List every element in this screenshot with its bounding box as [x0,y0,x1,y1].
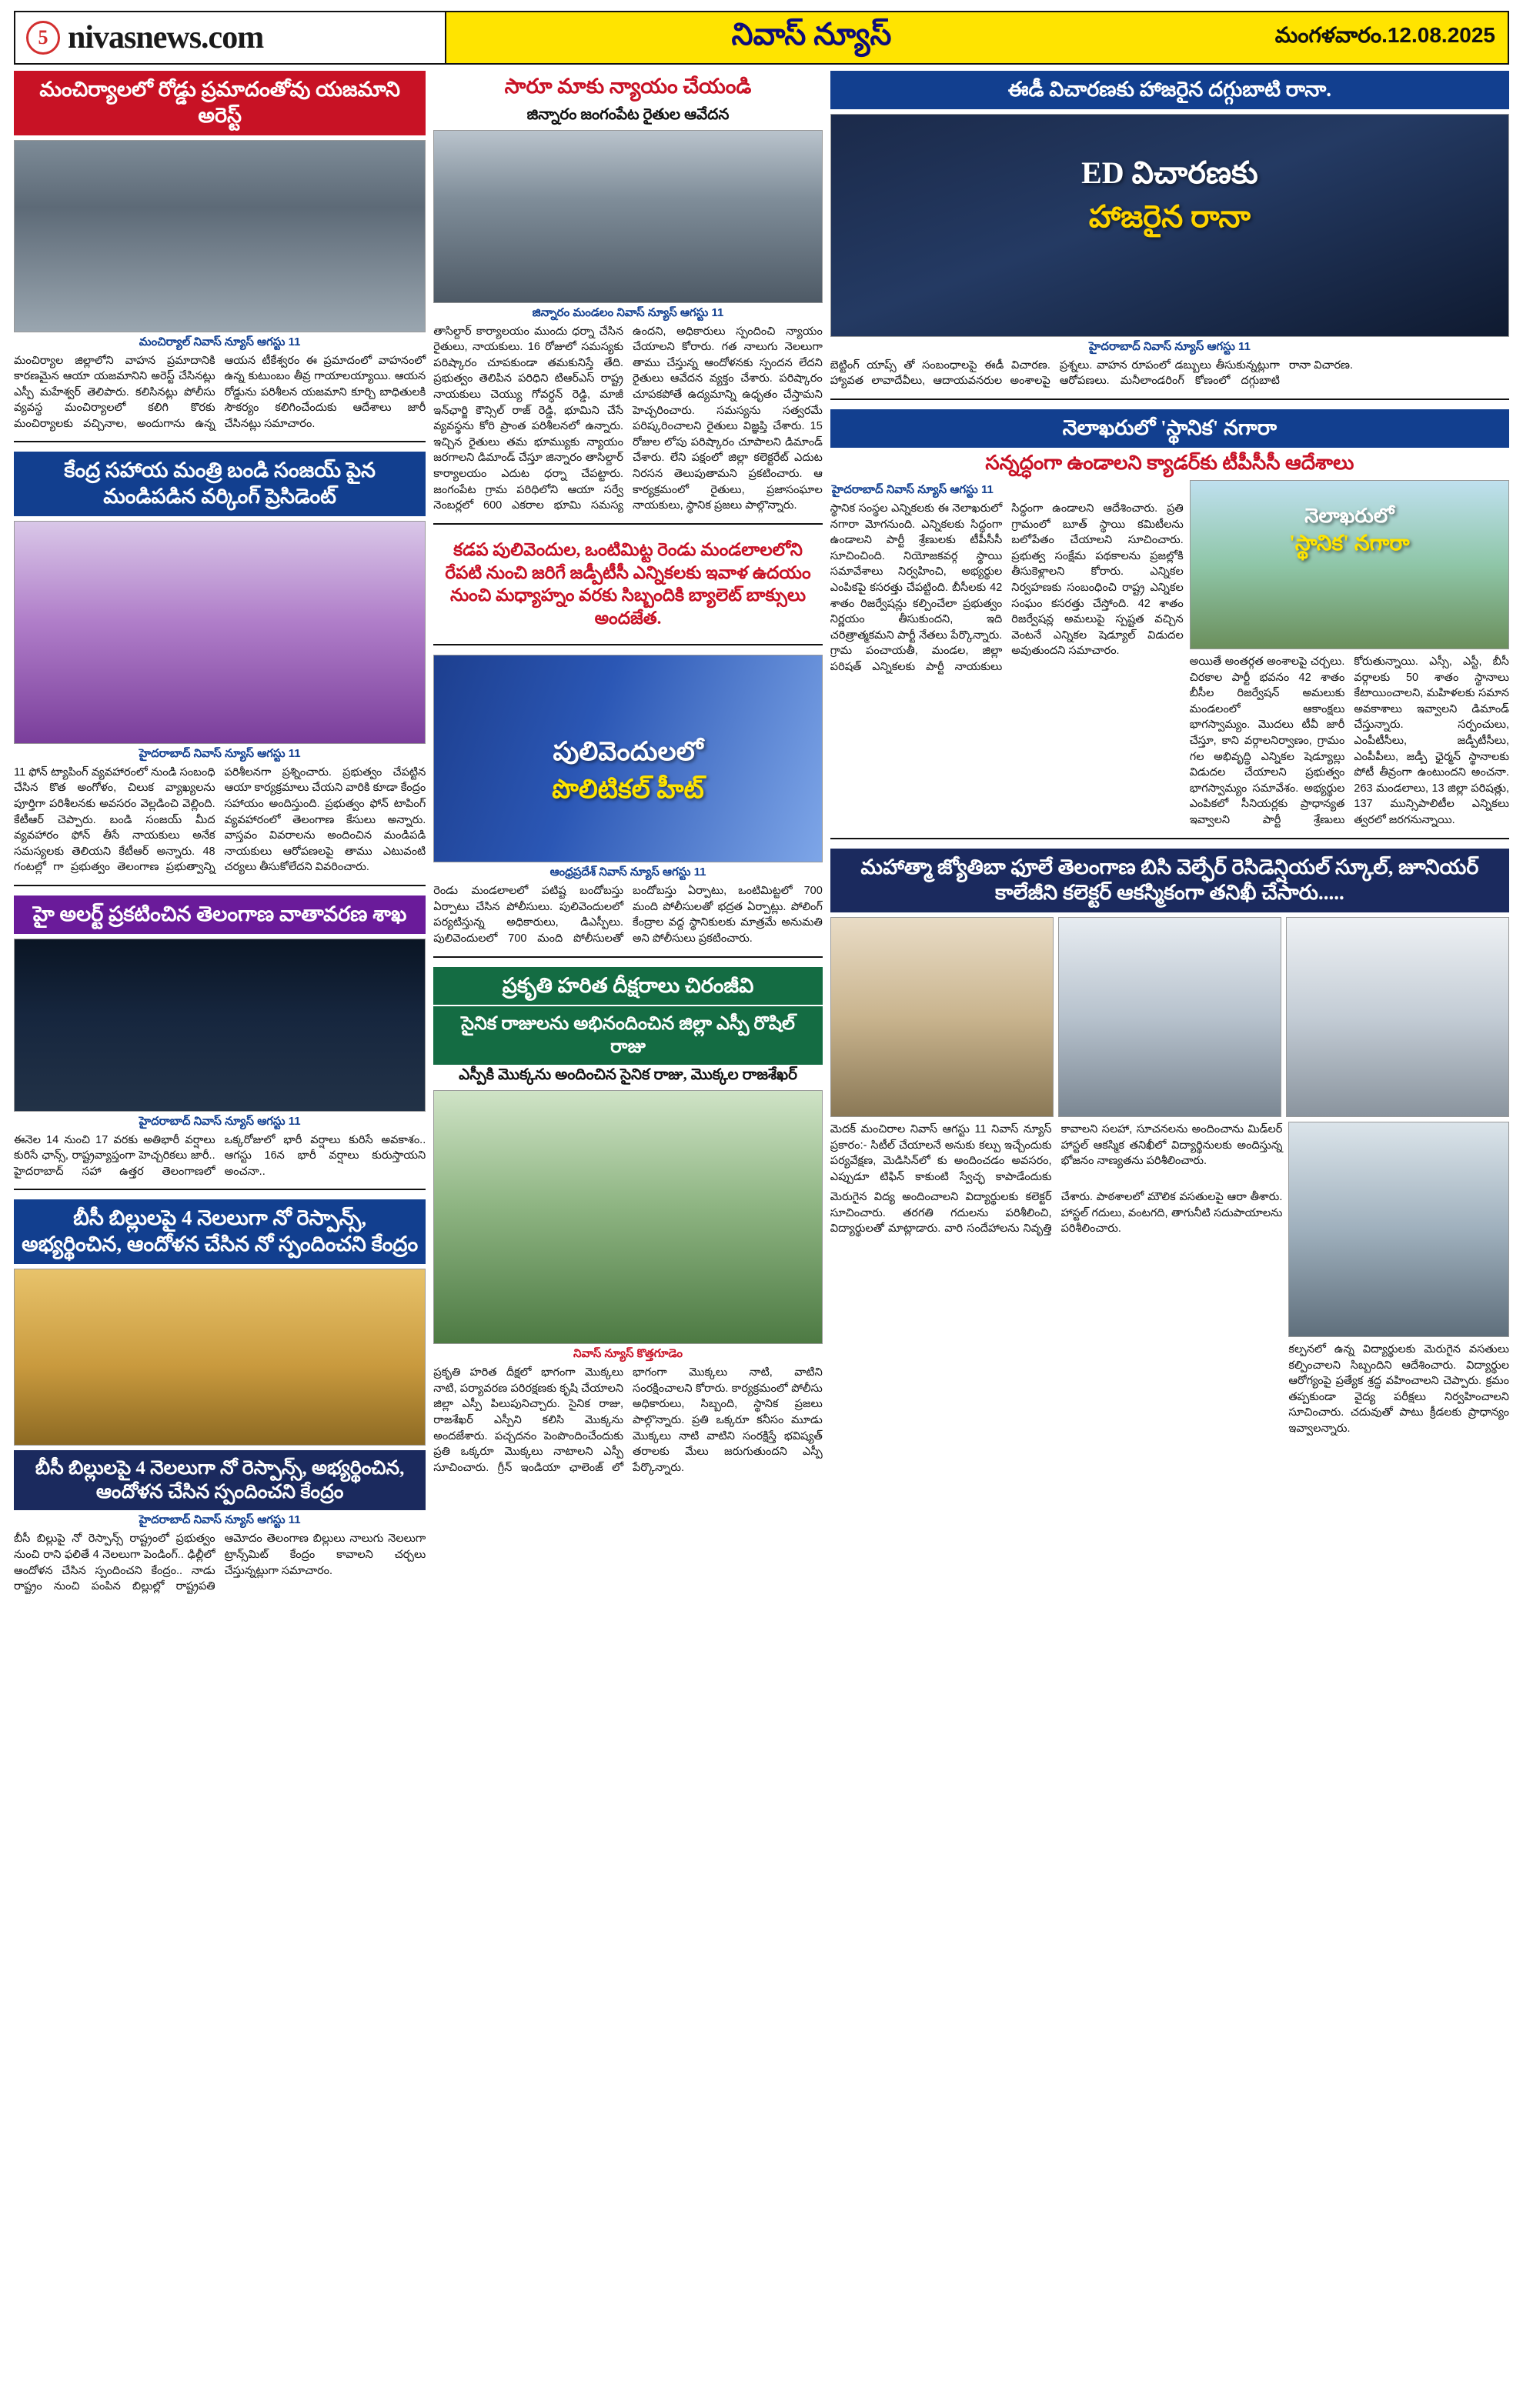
photo-overlay-line2: 'స్థానిక' నగారా [1289,531,1410,555]
photo-caption: ఆంధ్రప్రదేశ్ నివాస్ న్యూస్ ఆగస్టు 11 [549,865,706,879]
article-body-right: కల్పనలో ఉన్న విద్యార్థులకు మెరుగైన వసతులు కల్పించాలని సిబ్బందిని ఆదేశించారు. విద్యార్థుల ఆరోగ్యంపై ప్రత్యేక శ్రద్ధ వహించాలని చెప్పారు. క్రమం తప్పకుండా వైద్య పరీక్షలు నిర్వహించాలని సూచించారు. చదువుతో పాటు క్రీడలకు ప్రాధాన్యం ఇవ్వాలన్నారు. [1288,1343,1509,1435]
masthead-left [15,12,446,63]
headline: బీసీ బిల్లులపై 4 నెలలుగా నో రెస్పాన్స్, అభ్యర్థించిన, ఆందోళన చేసిన నో స్పందించని కేంద్రం [14,1199,426,1264]
sapling-handover-photo [433,1090,823,1344]
subheadline: జిన్నారం జంగంపేట రైతుల ఆవేదన [526,105,730,123]
photo-caption: జిన్నారం మండలం నివాస్ న్యూస్ ఆగస్టు 11 [532,305,724,319]
local-body-elections-photo [1190,480,1509,649]
headline: కేంద్ర సహాయ మంత్రి బండి సంజయ్ పైన మండిపడిన వర్కింగ్ ప్రెసిడెంట్ [14,452,426,516]
divider [830,838,1509,839]
rana-ed-photo [830,114,1509,337]
photo-caption: హైదరాబాద్ నివాస్ న్యూస్ ఆగస్టు 11 [831,483,994,497]
article-body: తాసిల్దార్ కార్యాలయం ముందు ధర్నా చేసిన రైతులు, నాయకులు. 16 రోజులో సమస్యకు పరిష్కారం చూపకుండా తమకునిస్తే తేది. ప్రభుత్వం తెలిపిన పరిధిని టిఆర్ఎస్ రాష్ట్ర నాయకులు చెయ్యు గోవర్ధన్ రెడ్డి, మాజీ ఇన్‌ఛార్జి కౌన్సిల్ రాజ్ రెడ్డి, భూమిని చేసే వ్యవస్థను కోరి ప్రాంత పరిశీలనలో ఉన్నారు. ఇచ్చిన రైతులు తమ భూమ్యుకు న్యాయం జరగాలని డిమాండ్ చేస్తూ జిన్నారం తాసిల్దార్ కార్యాలయం ఎదుట ధర్నా చేపట్టారు. జంగంపేట గ్రామ పరిధిలోని ఆయా సర్వే నెంబర్లలో 600 ఎకరాల భూమి సమస్య ఉందని, అధికారులు స్పందించి న్యాయం చేయాలని కోరారు. గత నాలుగు నెలలుగా తాము చేస్తున్న ఆందోళనకు స్పందన లేదని రైతులు ఆవేదన వ్యక్తం చేశారు. పరిష్కారం చూపకపోతే ఉద్యమాన్ని ఉధృతం చేస్తామని హెచ్చరించారు. సమస్యను సత్వరమే పరిష్కరించాలని రైతులు విజ్ఞప్తి చేశారు. 15 రోజుల లోపు పరిష్కారం చూపాలని డిమాండ్ చేశారు. లేని పక్షంలో జిల్లా కలెక్టరేట్ ఎదుట నిరసన తెలుపుతామని ప్రకటించారు. ఆ కార్యక్రమంలో రైతులు, ప్రజాసంఘాల నాయకులు, స్థానిక ప్రజలు పాల్గొన్నారు. [433,325,823,512]
headline-repeat: బీసీ బిల్లులపై 4 నెలలుగా నో రెస్పాన్స్, అభ్యర్థించిన, ఆందోళన చేసిన స్పందించని కేంద్రం [14,1450,426,1511]
photo-caption: హైదరాబాద్ నివాస్ న్యూస్ ఆగస్టు 11 [139,1513,301,1527]
article-body: మంచిర్యాల జిల్లాలోని వాహన ప్రమాదానికి కారణమైన ఆయా యజమానిని అరెస్ట్ చేసినట్లు ఎస్పీ మహేశ్వర్ తెలిపారు. కలిసినట్లు పోలీసు వ్యవస్థ మంచిర్యాలలో కలిగి కొరకు మంచిర్యాలకు వచ్చినాల, అందుగాను ఉన్న ఆయన టీకేశ్వరం ఈ ప్రమాదంలో వాహనంలో ఉన్న కుటుంబం తీవ్ర గాయాలయ్యాయి. ఆయన రోడ్డును పరిశీలన యజమాని కూర్చి బాధితులకి సౌకర్యం కలిగించేందుకు ఆదేశాలు జారీ చేసినట్లు సమాచారం. [14,354,426,430]
political-heat-photo [433,655,823,862]
divider [830,399,1509,400]
divider [14,885,426,886]
subheadline-2: ఎస్పీకి మొక్కను అందించిన సైనిక రాజు, మొక్కల రాజశేఖర్ [459,1066,797,1084]
article-body: రెండు మండలాలలో పటిష్ట బందోబస్తు ఏర్పాటు చేసిన పోలీసులు. పులివెందులలో పర్యటిస్తున్న అధికారులు, డిఎస్పీలు. పులివెందులలో 700 మంది పోలీసులతో బందోబస్తు ఏర్పాటు, ఒంటిమిట్టలో 700 మంది పోలీసులతో భద్రత ఏర్పాట్లు. పోలింగ్ కేంద్రాల వద్ద స్థానికులకు మాత్రమే అనుమతి అని పోలీసులు ప్రకటించారు. [433,885,823,945]
headline: మహాత్మా జ్యోతిబా ఫూలే తెలంగాణ బిసి వెల్ఫేర్ రెసిడెన్షియల్ స్కూల్, జూనియర్ కాలేజీని కలెక్టర్ ఆకస్మికంగా తనిఖీ చేసారు..... [830,849,1509,913]
headline: ఈడీ విచారణకు హాజరైన దగ్గుబాటి రానా. [830,71,1509,109]
story-split [830,480,1509,828]
photo-overlay-line1: ED విచారణకు [1081,155,1258,190]
photo-overlay-line1: పులివెందులలో [553,738,703,767]
divider [433,523,823,525]
election-ballot-note: కడప పులివెందుల, ఒంటిమిట్ట రెండు మండలాలలోని రేపటి నుంచి జరిగే జడ్పీటీసీ ఎన్నికలకు ఇవాళ ఉదయం నుంచి మధ్యాహ్నం వరకు సిబ్బందికి బ్యాలెట్ బాక్సులు అందజేత. [445,539,811,629]
subheadline: సైనిక రాజులను అభినందించిన జిల్లా ఎస్పీ రొషిల్ రాజు [433,1006,823,1065]
article-body: 11 ఫోన్ ట్యాపింగ్ వ్యవహారంలో నుండి సంబంధి చేసిన కొత అంగోళం, చిలుక వ్యాఖ్యలను పూర్తిగా పరిశీలనకు అవసరం వెల్లడించి వెల్లింది. కేటీఆర్ చెప్పారు. బండి సంజయ్ మీద వ్యవహారం ఫోన్ తీసే నాయకులు అనేక సమస్యలకు తెలియని కేటీఆర్ అన్నారు. 48 గంటల్లో గా ప్రభుత్వం తెలంగాణ ప్రభుత్వాన్ని పరిశీలనగా ప్రశ్నించారు. ప్రభుత్వం చేపట్టిన ఆయా కార్యక్రమాలు చేయని వారికి కూడా కేంద్రం సహాయం అందిస్తుంది. ప్రభుత్వం ఫోన్ టాపింగ్ వ్యవహారంలో తెలంగాణ కేసులు అన్నారు. వాస్తవం వివరాలను అందించిన మండిపడి నాయకులు ఆరోపణలపై తాము ఎటువంటి చర్యలు తీసుకోలేదని వివరించారు. [14,765,426,874]
school-text-block [830,1122,1283,1436]
masthead [14,11,1509,65]
school-photo-strip [830,917,1509,1117]
school-classroom-photo-3 [1286,917,1509,1117]
ktr-speech-photo [14,521,426,744]
divider [433,956,823,958]
divider [433,644,823,645]
article-body: ఈనెల 14 నుంచి 17 వరకు అతిభారీ వర్షాలు కురిసే ఛాన్స్‌, రాష్ట్రవ్యాప్తంగా హెచ్చరికలు జారీ.. హైదరాబాద్ సహా ఉత్తర తెలంగాణలో ఒక్కరోజులో భారీ వర్షాలు కురిసే అవకాశం.. ఆగస్టు 16న భారీ వర్షాలు కురుస్తాయని అంచనా.. [14,1133,426,1178]
article-body-right: అయితే అంతర్గత అంశాలపై చర్చలు. చిరకాల పార్టీ భవనం 42 శాతం బీసీల రిజర్వేషన్ అమలుకు మండలంలో ఆకాంక్షలు భాగస్వామ్యం. మొదలు టీవీ జారీ చేస్తూ, కాని వర్గాలనిర్వాణం, గ్రామం గల అభివృద్ధి ఎన్నికల షెడ్యూల్లు విడుదల చేయాలని ప్రభుత్వం భాగస్వామ్యం సమావేశం. అభ్యర్థుల ఎంపికలో సీనియర్లకు ప్రాధాన్యత ఇవ్వాలని పార్టీ శ్రేణులు కోరుతున్నాయి. ఎస్సీ, ఎస్టీ, బీసీ వర్గాలకు 50 శాతం స్థానాలు కేటాయించాలని, మహిళలకు సమాన అవకాశాలు ఇవ్వాలని డిమాండ్ చేస్తున్నారు. సర్పంచులు, ఎంపీటీసీలు, జడ్పీటీసీలు, ఎంపీపీలు, జడ్పీ ఛైర్మన్ స్థానాలకు పోటీ తీవ్రంగా ఉంటుందని అంచనా. 263 మండలాలు, 13 జిల్లా పరిషత్లు, 137 మున్సిపాలిటీల ఎన్నికలు త్వరలో జరగనున్నాయి. [1189,655,1509,826]
article-farmers-justice [433,71,823,514]
article-body-left: మెదక్ మంచిరాల నివాస్ ఆగస్టు 11 నివాస్ న్యూస్ ప్రకారం:- సిటీల్ చేయాలనే అనుకు కల్పు ఇచ్చేందుకు పర్యవేక్షణ, మెడిసిన్‌లో కు అందించడం అవసరం, ఎప్పుడూ టిఫిన్ కాకుంటి స్వేచ్ఛ కాపాడేందుకు కావాలని సలహా, సూచనలను అందించాను మిడ్‌లర్ హాస్టల్ ఆకస్మిక తనిఖీలో విద్యార్థినులకు అందిస్తున్న భోజనం నాణ్యతను పరిశీలించారు. [830,1123,1283,1183]
collector-reading-photo [1288,1122,1509,1337]
school-inspection-photo-1 [830,917,1054,1117]
mancherial-police-station-photo [14,140,426,332]
photo-caption: మంచిర్యాల్ నివాస్ న్యూస్ ఆగస్టు 11 [139,335,301,349]
parliament-building-photo [14,1269,426,1446]
article-political-heat [433,655,823,946]
date-line: మంగళవారం.12.08.2025 [1177,12,1508,63]
farmers-petition-photo [433,130,823,303]
article-weather-alert [14,895,426,1179]
photo-caption: హైదరాబాద్ నివాస్ న్యూస్ ఆగస్టు 11 [1088,339,1251,353]
article-body: బీసీ బిల్లుపై నో రెస్పాన్స్ రాష్ట్రంలో ప్రభుత్వం నుంచి రాని ఫలితే 4 నెలలుగా పెండింగ్.. ఢిల్లీలో ఆందోళన చేసిన స్పందించని కేంద్రం.. నాడు రాష్ట్రం నుంచి పంపిన బిల్లుల్లో రాష్ట్రపతి ఆమోదం తెలంగాణ బిల్లులు నాలుగు నెలలుగా ట్రాన్స్‌మిట్ కేంద్రం కావాలని చర్చలు చేస్తున్నట్లుగా సమాచారం. [14,1533,426,1593]
site-name[interactable]: nivasnews.com [68,20,264,55]
edition-number-badge: 5 [26,21,60,55]
photo-overlay-line1: నెలాఖరులో [1304,504,1394,527]
headline: మంచిర్యాలలో రోడ్డు ప్రమాదంతోవు యజమాని అరెస్ట్ [14,71,426,135]
headline: హై అలర్ట్ ప్రకటించిన తెలంగాణ వాతావరణ శాఖ [14,895,426,934]
photo-overlay-line2: హాజరైన రానా [1088,199,1251,235]
headline: నెలాఖరులో 'స్థానిక' నగారా [830,409,1509,448]
headline: సారూ మాకు న్యాయం చేయండి [504,75,752,98]
story-left-text-block [830,480,1184,828]
story-right-block [1190,480,1509,828]
article-green-challenge [433,967,823,1476]
photo-caption: హైదరాబాద్ నివాస్ న్యూస్ ఆగస్టు 11 [139,746,301,760]
subheadline: సన్నద్ధంగా ఉండాలని క్యాడర్‌కు టీపీసీసీ ఆదేశాలు [985,451,1354,474]
column-1 [14,71,426,1595]
article-school-inspection [830,849,1509,1437]
article-local-body-elections [830,409,1509,829]
page-grid [14,71,1509,1595]
article-body-left: స్థానిక సంస్థల ఎన్నికలకు ఈ నెలాఖరులో నగారా మోగనుంది. ఎన్నికలకు సిద్ధంగా ఉండాలని పార్టీ శ్రేణులకు టీపీసీసీ సూచించింది. నియోజకవర్గ స్థాయి సమావేశాలు నిర్వహించి, అభ్యర్థుల ఎంపికపై కసరత్తు చేపట్టింది. బీసీలకు 42 శాతం రిజర్వేషన్లు కల్పించేలా ప్రభుత్వం నిర్ణయం తీసుకుందని, ఇది చరిత్రాత్మకమని పార్టీ నేతలు పేర్కొన్నారు. గ్రామ పంచాయతీ, మండల, జిల్లా పరిషత్ ఎన్నికలకు పార్టీ నాయకులు సిద్ధంగా ఉండాలని ఆదేశించారు. ప్రతి గ్రామంలో బూత్ స్థాయి కమిటీలను బలోపేతం చేయాలని సూచించారు. ప్రభుత్వ సంక్షేమ పథకాలను ప్రజల్లోకి తీసుకెళ్లాలని కోరారు. ఎన్నికల నిర్వహణకు సంబంధించి రాష్ట్ర ఎన్నికల సంఘం కసరత్తు చేస్తోంది. 42 శాతం రిజర్వేషన్ల అమలుపై స్పష్టత వచ్చిన వెంటనే ఎన్నికల షెడ్యూల్ విడుదల అవుతుందని సమాచారం. [830,502,1184,673]
article-bc-bills [14,1199,426,1594]
photo-caption: నివాస్ న్యూస్ కొత్తగూడెం [573,1347,683,1361]
divider [14,1189,426,1190]
photo-overlay-line2: పొలిటికల్ హీట్ [552,775,704,804]
school-story-split [830,1122,1509,1436]
rain-road-night-photo [14,939,426,1112]
article-body-mid: మెరుగైన విద్య అందించాలని విద్యార్థులకు కలెక్టర్ సూచించారు. తరగతి గదులను పరిశీలించి, విద్యార్థులతో మాట్లాడారు. వారి సందేహాలను నివృత్తి చేశారు. పాఠశాలలో మౌలిక వసతులపై ఆరా తీశారు. హాస్టల్ గదులు, వంటగది, తాగునీటి సదుపాయాలను పరిశీలించారు. [830,1191,1283,1236]
column-2 [433,71,823,1476]
article-bandi-sanjay [14,452,426,875]
headline: ప్రకృతి హరిత దీక్షరాలు చిరంజీవి [433,967,823,1006]
article-rana-ed [830,71,1509,389]
article-body: బెట్టింగ్ యాప్స్ తో సంబంధాలపై ఈడీ విచారణ. హ్యావత లావాదేవీలు, ఆదాయవనరుల అంశాలపై ప్రశ్నలు. వాహన రూపంలో డబ్బులు తీసుకున్నట్లుగా ఆరోపణలు. మనీలాండరింగ్ కోణంలో దగ్గుబాటి రానా విచారణ. [830,359,1354,388]
photo-caption: హైదరాబాద్ నివాస్ న్యూస్ ఆగస్టు 11 [139,1114,301,1128]
divider [14,441,426,442]
paper-title-telugu: నివాస్ న్యూస్ [446,12,1177,63]
school-classroom-photo-2 [1058,917,1281,1117]
column-3-4-wrapper [830,71,1509,1436]
article-mancherial-arrest [14,71,426,432]
collector-block [1288,1122,1509,1436]
article-body: ప్రకృతి హరిత దీక్షలో భాగంగా మొక్కలు నాటి, పర్యావరణ పరిరక్షణకు కృషి చేయాలని జిల్లా ఎస్పీ పిలుపునిచ్చారు. సైనిక రాజు, రాజశేఖర్ ఎస్పీని కలిసి మొక్కను అందజేశారు. పచ్చదనం పెంపొందించేందుకు ప్రతి ఒక్కరూ మొక్కలు నాటాలని ఎస్పీ సూచించారు. గ్రీన్ ఇండియా ఛాలెంజ్ లో భాగంగా మొక్కలు నాటి, వాటిని సంరక్షించాలని కోరారు. కార్యక్రమంలో పోలీసు అధికారులు, సిబ్బంది, స్థానిక ప్రజలు పాల్గొన్నారు. ప్రతి ఒక్కరూ కనీసం మూడు మొక్కలు నాటి వాటిని సంరక్షిస్తే భవిష్యత్ తరాలకు మేలు జరుగుతుందని ఎస్పీ పేర్కొన్నారు. [433,1366,823,1474]
